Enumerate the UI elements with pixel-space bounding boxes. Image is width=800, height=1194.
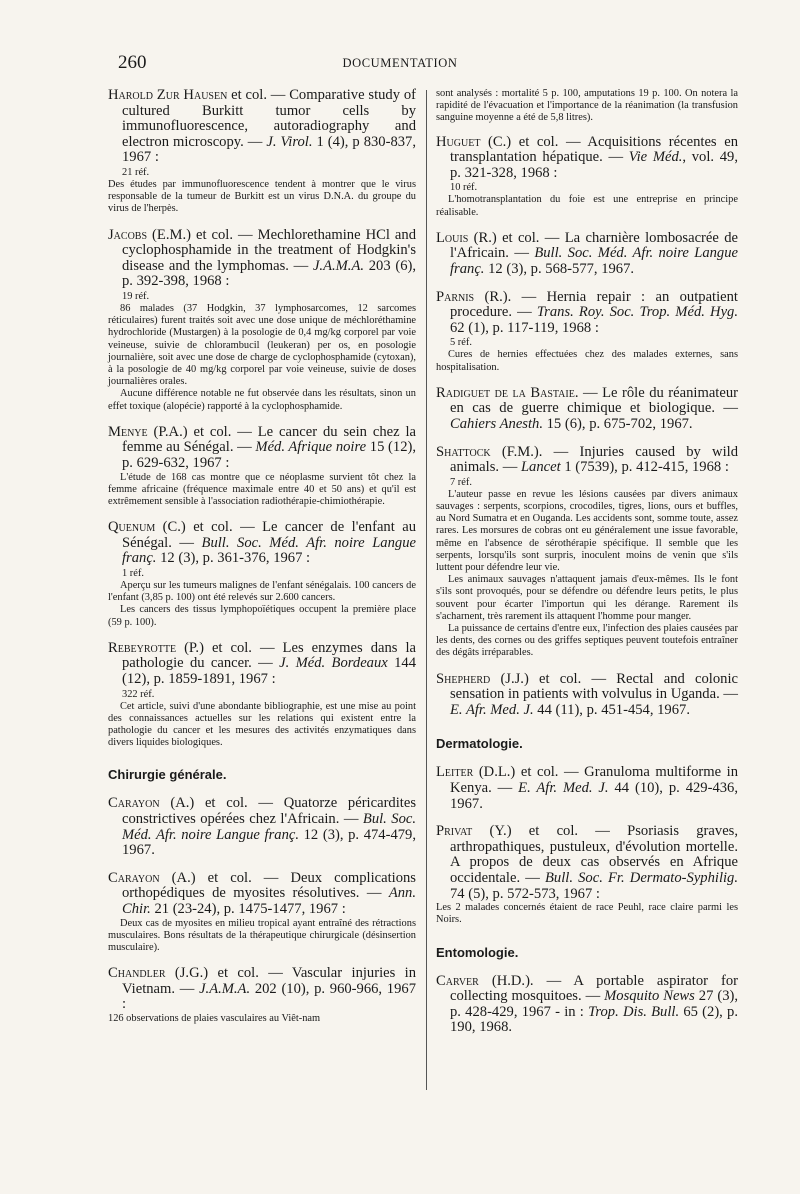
journal: Bull. Soc. Fr. Dermato-Syphilig.	[545, 869, 738, 886]
section-heading: Dermatologie.	[436, 736, 523, 752]
bibliography-entry	[436, 290, 738, 374]
abstract-paragraph: 86 malades (37 Hodgkin, 37 lymphosarcomes, 12 sarcomes réticulaires) furent traités soit avec une dose unique de méchloréthamine hydrochloride (Mustargen) à la posologie de 0,4 mg/kg corporel par voie veineuse, suivie de chlorambucil (leukeran) per os, en posologie journalière, soit avec une dose de charge de cyclophosphamide (cytoxan), à la posologie de 40 mg/kg corporel par voie veineuse, suivie de doses journalières orales.	[108, 302, 416, 388]
abstract-paragraph: La puissance de certains d'entre eux, l'infection des plaies causées par les dents, des cornes ou des griffes septiques peuvent toutefois entraîner des dégâts irréparables.	[436, 622, 738, 659]
citation-tail: 65 (2), p. 190, 1968.	[450, 1003, 738, 1036]
abstract-paragraph: Les 2 malades concernés étaient de race Peuhl, race claire parmi les Noirs.	[436, 902, 738, 926]
citation-tail: 202 (10), p. 960-966, 1967 :	[122, 980, 416, 1013]
author: Carayon	[108, 869, 160, 886]
author: Louis	[436, 229, 469, 246]
bibliography-entry	[108, 425, 416, 508]
citation-text: (F.M.). — Injuries caused by wild animals. —	[450, 443, 738, 476]
abstract-paragraph: Deux cas de myosites en milieu tropical ayant entraîné des rétractions musculaires. Bons résultats de la thérapeutique chirurgicale (désinsertion musculaire).	[108, 917, 416, 953]
citation-tail: 27 (3), p. 428-429, 1967 - in :	[450, 988, 739, 1020]
citation	[108, 796, 416, 858]
author: Menye	[108, 423, 148, 440]
abstract	[436, 902, 738, 926]
journal: Méd. Afrique noire	[255, 439, 367, 456]
author: Jacobs	[108, 226, 148, 243]
citation	[108, 88, 416, 166]
citation-text: . — Le rôle du réanimateur en cas de guerre chimique et biologique. —	[450, 384, 738, 417]
journal: J.A.M.A.	[199, 980, 251, 997]
right-column	[436, 88, 738, 1048]
author: Huguet	[436, 133, 481, 150]
journal: E. Afr. Med. J.	[450, 701, 534, 718]
reference-count: 7 réf.	[450, 476, 472, 488]
citation-text: (R.). — Hernia repair : an outpatient procedure. —	[450, 288, 738, 321]
citation-tail: 15 (6), p. 675-702, 1967.	[542, 415, 693, 432]
bibliography-entry	[436, 765, 738, 812]
citation-text: (A.) et col. — Deux complications orthopédiques de myosites résolutives. —	[122, 869, 416, 902]
author: Parnis	[436, 288, 475, 305]
journal: Ann. Chir.	[122, 885, 416, 917]
abstract	[108, 918, 416, 955]
bibliography-entry	[108, 520, 416, 629]
author: Privat	[436, 823, 473, 840]
citation-tail: 21 (23-24), p. 1475-1477, 1967 :	[150, 900, 346, 917]
abstract	[108, 701, 416, 750]
bibliography-entry	[108, 966, 416, 1025]
citation-text: (E.M.) et col. — Mechlorethamine HCl and cyclophosphamide in the treatment of Hodgkin's disease and the lymphomas. —	[122, 226, 416, 274]
abstract	[108, 179, 416, 216]
author: Harold Zur Hausen	[108, 87, 228, 103]
citation	[108, 228, 416, 290]
citation-text: (D.L.) et col. — Granuloma multiforme in Kenya. —	[450, 764, 738, 796]
abstract-paragraph: Cet article, suivi d'une abondante bibliographie, est une mise au point des connaissances actuelles sur les relations qui existent entre la pathologie du cancer et les mesures des activités enzymatiques dans divers liquides biologiques.	[108, 700, 416, 749]
citation-tail: 12 (3), p. 568-577, 1967.	[484, 260, 635, 277]
abstract-paragraph: L'homotransplantation du foie est une entreprise en principe réalisable.	[436, 194, 738, 218]
abstract-paragraph: L'étude de 168 cas montre que ce néoplasme survient tôt chez la femme africaine (fréquence maximale entre 40 et 50 ans) et qu'il est extrêmement sensible à l'association radiothérapie-chimiothérapie.	[108, 471, 416, 507]
citation-text: (P.) et col. — Les enzymes dans la pathologie du cancer. —	[122, 639, 416, 672]
abstract-paragraph: Les cancers des tissus lymphopoïétiques occupent la première place (59 p. 100).	[108, 604, 416, 628]
abstract	[108, 303, 416, 413]
citation-text: (Y.) et col. — Psoriasis graves, arthropathiques, pustuleux, d'évolution mortelle. A propos de deux cas observés en Afrique occidentale. —	[450, 823, 738, 886]
citation	[436, 824, 738, 902]
running-head: DOCUMENTATION	[342, 56, 458, 70]
citation-text: (H.D.). — A portable aspirator for collecting mosquitoes. —	[450, 972, 738, 1005]
author: Rebeyrotte	[108, 639, 177, 656]
citation-tail: 12 (3), p. 474-479, 1967.	[122, 826, 416, 859]
reference-count: 5 réf.	[450, 337, 472, 349]
bibliography-entry	[108, 88, 416, 216]
bibliography-entry	[436, 672, 738, 719]
journal: Bull. Soc. Méd. Afr. noire Langue franç.	[122, 534, 416, 567]
citation-text: (C.) et col. — Acquisitions récentes en transplantation hépatique. —	[450, 133, 738, 166]
journal: Lancet	[520, 459, 561, 476]
citation-text: (J.G.) et col. — Vascular injuries in Vietnam. —	[122, 965, 416, 997]
journal: E. Afr. Med. J.	[518, 779, 609, 796]
citation	[108, 641, 416, 688]
bibliography-entry	[436, 386, 738, 433]
citation-tail: 203 (6), p. 392-398, 1968 :	[122, 257, 416, 290]
author: Leiter	[436, 764, 474, 781]
abstract-paragraph: Cures de hernies effectuées chez des malades externes, sans hospitalisation.	[436, 349, 738, 373]
abstract	[436, 194, 738, 218]
citation	[108, 966, 416, 1013]
citation-tail: , vol. 49, p. 321-328, 1968 :	[450, 149, 738, 181]
author: Shepherd	[436, 670, 491, 687]
abstract	[436, 489, 738, 660]
journal: Cahiers Anesth.	[450, 415, 543, 432]
citation-text: (C.) et col. — Le cancer de l'enfant au Sénégal. —	[122, 519, 416, 551]
citation-text: et col. — Comparative study of cultured Burkitt tumor cells by immunofluorescence, autoradiography and electron microscopy. —	[122, 87, 416, 150]
abstract	[108, 1013, 416, 1025]
reference-count: 21 réf.	[122, 166, 150, 178]
citation-text: (A.) et col. — Quatorze péricardites constrictives opérées chez l'Africain. —	[122, 795, 416, 827]
journal: Bul. Soc. Méd. Afr. noire Langue franç.	[122, 810, 416, 843]
citation-text: (J.J.) et col. — Rectal and colonic sensation in patients with volvulus in Uganda. —	[450, 670, 738, 703]
abstract-paragraph: 126 observations de plaies vasculaires au Viêt-nam	[108, 1012, 321, 1024]
column-divider	[426, 90, 427, 1090]
citation	[436, 290, 738, 337]
journal: J. Méd. Bordeaux	[279, 655, 388, 672]
abstract	[108, 472, 416, 509]
citation-tail: 74 (5), p. 572-573, 1967 :	[450, 885, 600, 902]
author: Radiguet de la Bastaie	[436, 384, 575, 401]
left-column	[108, 88, 416, 1037]
journal: Vie Méd.	[628, 149, 683, 166]
citation-tail: 15 (12), p. 629-632, 1967 :	[122, 439, 417, 471]
reference-count: 1 réf.	[122, 567, 144, 579]
bibliography-entry	[108, 871, 416, 954]
journal: Trop. Dis. Bull.	[588, 1003, 680, 1020]
journal: J.A.M.A.	[312, 257, 365, 274]
section-heading: Entomologie.	[436, 944, 519, 960]
citation-tail: 144 (12), p. 1859-1891, 1967 :	[122, 655, 416, 687]
bibliography-entry	[108, 641, 416, 750]
citation-tail: 1 (7539), p. 412-415, 1968 :	[560, 459, 729, 476]
citation	[436, 974, 738, 1036]
author: Carayon	[108, 795, 160, 812]
author: Quenum	[108, 519, 156, 536]
abstract-paragraph: Aperçu sur les tumeurs malignes de l'enfant sénégalais. 100 cancers de l'enfant (3,85 p. 100) ont été relevés sur 2.600 cancers.	[108, 579, 416, 604]
citation	[436, 672, 738, 719]
reference-count: 19 réf.	[122, 290, 150, 302]
continued-abstract: sont analysés : mortalité 5 p. 100, amputations 19 p. 100. On notera la rapidité de l'évacuation et l'importance de la réanimation (la transfusion sanguine moyenne a été de 5,8 litres).	[436, 88, 738, 124]
author: Shattock	[436, 443, 491, 460]
bibliography-entry	[436, 135, 738, 219]
citation	[108, 871, 416, 918]
page-number: 260	[118, 52, 147, 73]
citation	[436, 386, 738, 433]
bibliography-entry	[436, 231, 738, 278]
abstract-paragraph: Des études par immunofluorescence tendent à montrer que le virus responsable de la tumeur de Burkitt est un virus D.N.A. du groupe du virus de l'herpès.	[108, 178, 416, 215]
citation-tail: 1 (4), p 830-837, 1967 :	[122, 133, 416, 166]
citation	[108, 520, 416, 567]
journal: Mosquito News	[604, 988, 695, 1005]
citation	[436, 135, 738, 182]
abstract-paragraph: Aucune différence notable ne fut observée dans les résultats, sinon un effet toxique (alopécie) rapporté à la cyclophosphamide.	[108, 388, 416, 412]
section-heading: Chirurgie générale.	[108, 767, 227, 783]
citation	[108, 425, 416, 472]
citation	[436, 765, 738, 812]
reference-count: 10 réf.	[450, 182, 478, 194]
journal: J. Virol.	[266, 133, 313, 150]
bibliography-entry	[436, 824, 738, 926]
citation-text: (R.) et col. — La charnière lombosacrée de l'Africain. —	[450, 229, 738, 262]
journal: Bull. Soc. Méd. Afr. noire Langue franç.	[450, 245, 738, 277]
author: Carver	[436, 972, 479, 989]
citation	[436, 445, 738, 476]
abstract	[108, 580, 416, 629]
citation-tail: 44 (10), p. 429-436, 1967.	[450, 779, 738, 812]
bibliography-entry	[436, 974, 738, 1036]
citation-tail: 12 (3), p. 361-376, 1967 :	[156, 550, 311, 567]
abstract-paragraph: L'auteur passe en revue les lésions causées par divers animaux sauvages : serpents, scorpions, crocodiles, tigres, lions, ours et buffles, au Nord Sumatra et en Ouganda. Les accidents sont, somme toute, assez rares. Les morsures de cobras ont eu généralement une issue favorable, même en l'absence de sérothérapie spécifique. Il semble que les serpents, lorsqu'ils sont surpris, inoculent moins de venin que s'ils luttent pour défendre leur vie.	[436, 488, 738, 573]
citation-text: (P.A.) et col. — Le cancer du sein chez la femme au Sénégal. —	[122, 423, 416, 456]
abstract-paragraph: Les animaux sauvages n'attaquent jamais d'eux-mêmes. Ils le font s'ils sont provoqués, pour se défendre ou défendre leurs petits, le plus souvent pour écarter l'importun qui les dérange. Rarement ils s'acharnent, très rarement ils attaquent l'homme pour manger.	[436, 574, 738, 622]
abstract	[436, 349, 738, 373]
journal: Trans. Roy. Soc. Trop. Méd. Hyg.	[536, 304, 738, 321]
author: Chandler	[108, 965, 166, 982]
citation	[436, 231, 738, 278]
bibliography-entry	[108, 796, 416, 858]
bibliography-entry	[108, 228, 416, 413]
citation-tail: 44 (11), p. 451-454, 1967.	[533, 701, 690, 718]
bibliography-entry	[436, 445, 738, 660]
citation-tail: 62 (1), p. 117-119, 1968 :	[450, 319, 599, 336]
reference-count: 322 réf.	[122, 688, 155, 700]
